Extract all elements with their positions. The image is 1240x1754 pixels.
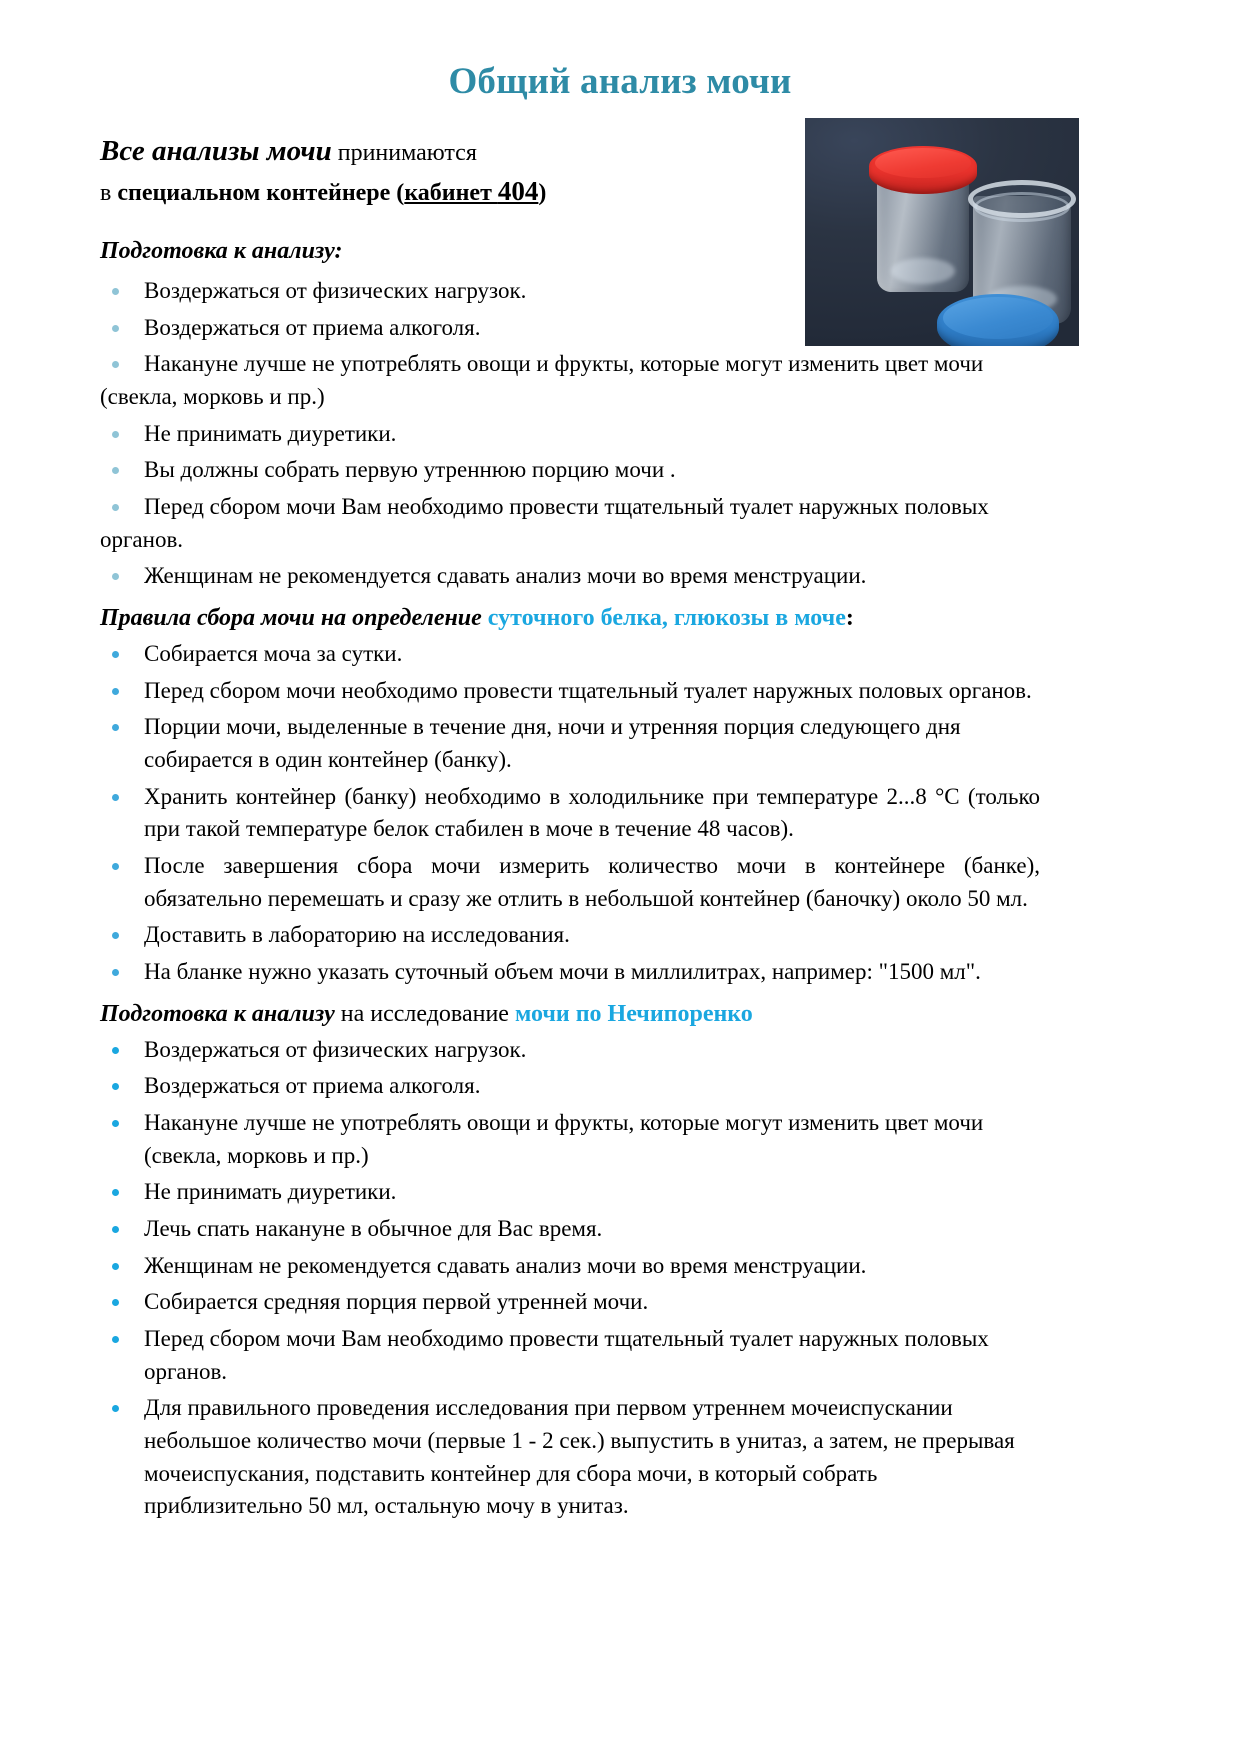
list-item: На бланке нужно указать суточный объем мочи в миллилитрах, например: "1500 мл".	[100, 956, 1040, 989]
list-item: Перед сбором мочи Вам необходимо провести тщательный туалет наружных половых органов.	[100, 491, 1040, 556]
lead-line2-suffix: )	[538, 180, 547, 207]
lead-line2-bold: специальном контейнере (	[117, 180, 405, 207]
list-item: Собирается моча за сутки.	[100, 638, 1040, 671]
section-heading-italic: Подготовка к анализу:	[100, 237, 343, 264]
list-item: Накануне лучше не употреблять овощи и фрукты, которые могут изменить цвет мочи (свекла, морковь и пр.)	[100, 348, 1040, 413]
list-item: Воздержаться от физических нагрузок.	[100, 275, 1040, 308]
list-item: Собирается средняя порция первой утренней мочи.	[100, 1286, 1040, 1319]
document-body	[100, 130, 1040, 1527]
list-item: После завершения сбора мочи измерить количество мочи в контейнере (банке), обязательно перемешать и сразу же отлить в небольшой контейнер (баночку) около 50 мл.	[100, 850, 1040, 915]
lead-cabinet-number: 404	[497, 176, 539, 207]
lead-cabinet-label: кабинет	[404, 180, 498, 207]
list-item: Воздержаться от приема алкоголя.	[100, 1070, 1040, 1103]
lead-emphasis: Все анализы мочи	[100, 135, 332, 167]
lead-line2-prefix: в	[100, 180, 118, 207]
list-item: Воздержаться от физических нагрузок.	[100, 1034, 1040, 1067]
list-item: Не принимать диуретики.	[100, 418, 1040, 451]
page-title: Общий анализ мочи	[448, 61, 792, 102]
list-item: Перед сбором мочи необходимо провести тщательный туалет наружных половых органов.	[100, 675, 1040, 708]
section-heading-daily-protein	[100, 603, 1040, 634]
lead-plain: принимаются	[331, 140, 477, 166]
section-heading-italic: Правила сбора мочи на определение	[100, 604, 488, 631]
list-item: Женщинам не рекомендуется сдавать анализ мочи во время менструации.	[100, 1250, 1040, 1283]
list-item: Воздержаться от приема алкоголя.	[100, 312, 1040, 345]
list-item: Порции мочи, выделенные в течение дня, ночи и утренняя порция следующего дня собирается в один контейнер (банку).	[100, 711, 1040, 776]
section-heading-trailing: :	[845, 604, 854, 631]
section-heading-preparation	[100, 236, 1040, 267]
section-heading-nechiporenko	[100, 999, 1040, 1030]
section-heading-plain: на исследование	[334, 1000, 515, 1027]
section-heading-italic: Подготовка к анализу	[100, 1000, 335, 1027]
list-item: Вы должны собрать первую утреннюю порцию мочи .	[100, 454, 1040, 487]
list-item: Перед сбором мочи Вам необходимо провести тщательный туалет наружных половых органов.	[100, 1323, 1040, 1388]
list-item: Женщинам не рекомендуется сдавать анализ мочи во время менструации.	[100, 560, 1040, 593]
preparation-list	[100, 275, 1040, 593]
list-item: Не принимать диуретики.	[100, 1176, 1040, 1209]
list-item: Для правильного проведения исследования при первом утреннем мочеиспускании небольшое количество мочи (первые 1 - 2 сек.) выпустить в унитаз, а затем, не прерывая мочеиспускания, подставить контейнер для сбора мочи, в который собрать приблизительно 50 мл, остальную мочу в унитаз.	[100, 1392, 1040, 1523]
section-heading-accent: мочи по Нечипоренко	[514, 1000, 753, 1027]
section-heading-accent: суточного белка, глюкозы в моче	[487, 604, 846, 631]
list-item: Лечь спать накануне в обычное для Вас время.	[100, 1213, 1040, 1246]
list-item: Накануне лучше не употреблять овощи и фрукты, которые могут изменить цвет мочи (свекла, морковь и пр.)	[100, 1107, 1040, 1172]
list-item: Доставить в лабораторию на исследования.	[100, 919, 1040, 952]
nechiporenko-list	[100, 1034, 1040, 1523]
daily-protein-list	[100, 638, 1040, 989]
list-item: Хранить контейнер (банку) необходимо в холодильнике при температуре 2...8 °С (только при такой температуре белок стабилен в моче в течение 48 часов).	[100, 781, 1040, 846]
lead-paragraph	[100, 130, 760, 212]
